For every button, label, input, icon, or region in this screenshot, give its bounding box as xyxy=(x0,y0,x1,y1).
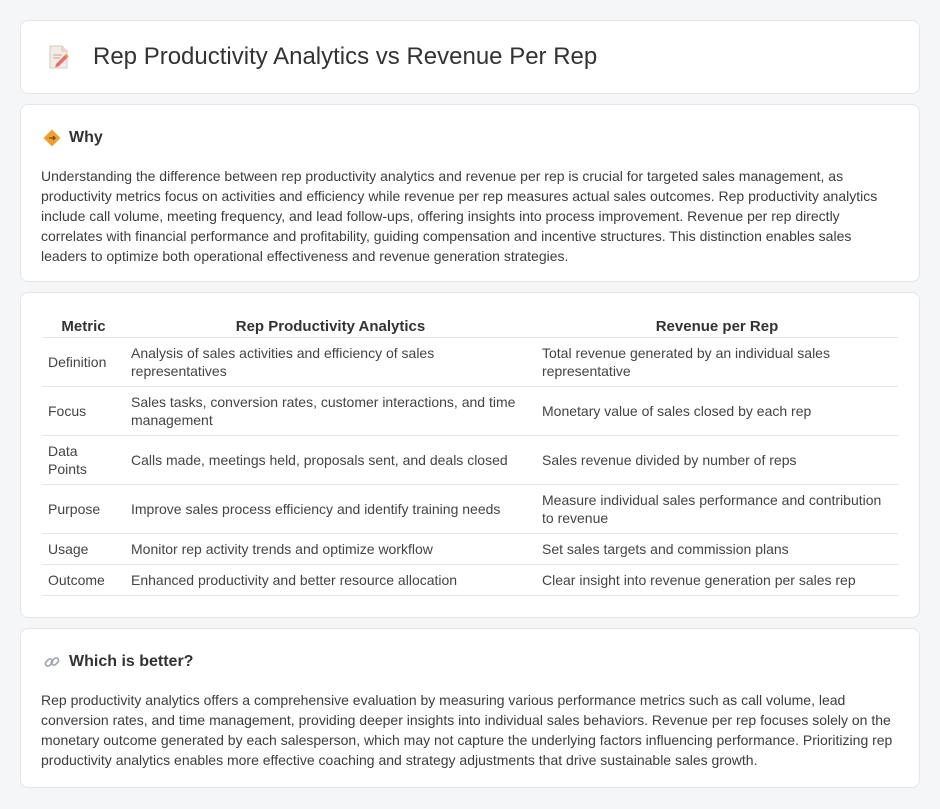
table-cell: Total revenue generated by an individual sales representative xyxy=(536,338,898,387)
document-pencil-icon xyxy=(47,44,71,70)
which-is-better-text: Rep productivity analytics offers a comprehensive evaluation by measuring various performance metrics such as call volume, lead conversion rates, and time management, providing deeper insights into individual sales behaviors. Revenue per rep focuses solely on the monetary outcome generated by each salesperson, which may not capture the underlying factors influencing performance. Prioritizing rep productivity analytics enables more effective coaching and strategy adjustments that drive sustainable sales growth. xyxy=(41,692,893,768)
table-cell: Enhanced productivity and better resource allocation xyxy=(125,565,536,596)
table-row xyxy=(42,436,898,485)
link-icon xyxy=(43,653,61,671)
table-cell: Measure individual sales performance and contribution to revenue xyxy=(536,485,898,534)
header-card xyxy=(20,20,920,94)
row-label: Outcome xyxy=(42,565,125,596)
which-is-better-section xyxy=(20,628,920,788)
column-header-metric: Metric xyxy=(42,315,125,338)
table-cell: Clear insight into revenue generation per sales rep xyxy=(536,565,898,596)
row-label: Definition xyxy=(42,338,125,387)
which-is-better-title: Which is better? xyxy=(69,653,194,670)
row-label: Data Points xyxy=(42,436,125,485)
table-row xyxy=(42,485,898,534)
table-cell: Analysis of sales activities and efficiency of sales representatives xyxy=(125,338,536,387)
page-title: Rep Productivity Analytics vs Revenue Per Rep xyxy=(93,43,598,70)
table-cell: Improve sales process efficiency and identify training needs xyxy=(125,485,536,534)
column-header-rep-productivity: Rep Productivity Analytics xyxy=(125,315,536,338)
comparison-table xyxy=(42,315,898,596)
why-title: Why xyxy=(69,129,103,146)
table-row xyxy=(42,534,898,565)
why-text: Understanding the difference between rep productivity analytics and revenue per rep is crucial for targeted sales management, as productivity metrics focus on activities and efficiency while revenue per rep measures actual sales outcomes. Rep productivity analytics include call volume, meeting frequency, and lead follow-ups, offering insights into process improvement. Revenue per rep directly correlates with financial performance and profitability, guiding compensation and incentive structures. This distinction enables sales leaders to optimize both operational effectiveness and revenue generation strategies. xyxy=(41,168,878,264)
table-cell: Sales revenue divided by number of reps xyxy=(536,436,898,485)
table-header-row xyxy=(42,315,898,338)
row-label: Usage xyxy=(42,534,125,565)
table-cell: Monetary value of sales closed by each rep xyxy=(536,387,898,436)
table-row xyxy=(42,338,898,387)
why-section xyxy=(20,104,920,282)
table-row xyxy=(42,387,898,436)
comparison-table-card xyxy=(20,292,920,618)
row-label: Purpose xyxy=(42,485,125,534)
table-cell: Calls made, meetings held, proposals sent, and deals closed xyxy=(125,436,536,485)
row-label: Focus xyxy=(42,387,125,436)
column-header-revenue-per-rep: Revenue per Rep xyxy=(536,315,898,338)
table-row xyxy=(42,565,898,596)
table-cell: Set sales targets and commission plans xyxy=(536,534,898,565)
table-cell: Sales tasks, conversion rates, customer interactions, and time management xyxy=(125,387,536,436)
table-cell: Monitor rep activity trends and optimize workflow xyxy=(125,534,536,565)
diamond-arrows-icon xyxy=(43,129,61,147)
